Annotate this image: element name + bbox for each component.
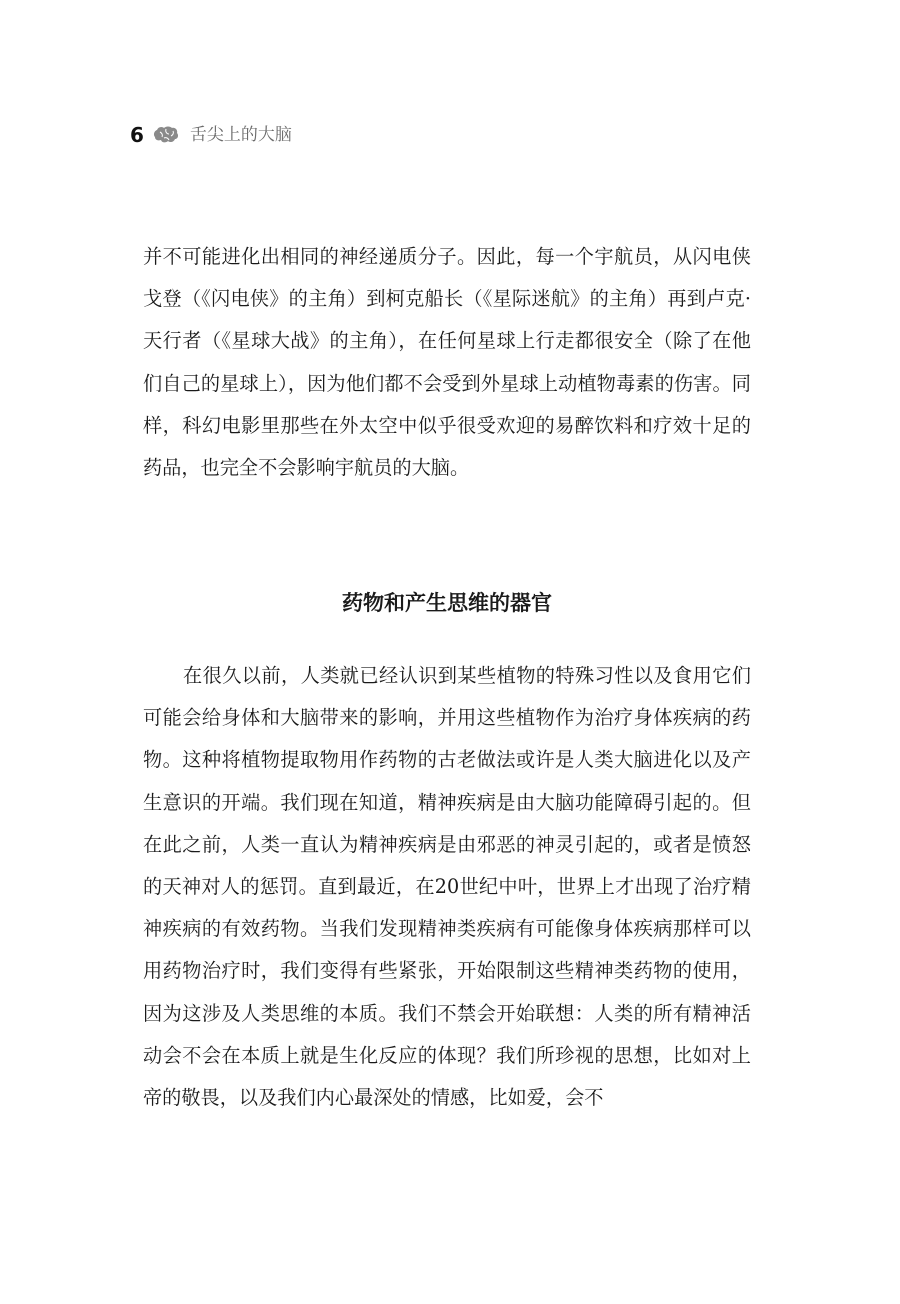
book-title: 舌尖上的大脑	[189, 125, 292, 145]
page-number: 6	[130, 123, 144, 147]
brain-icon	[152, 125, 180, 145]
paragraph-1: 并不可能进化出相同的神经递质分子。因此，每一个宇航员，从闪电侠戈登（《闪电侠》的主角）到柯克船长（《星际迷航》的主角）再到卢克·天行者（《星球大战》的主角），在任何星球上行走都很安全（除了在他们自己的星球上），因为他们都不会受到外星球上动植物毒素的伤害。同样，科幻电影里那些在外太空中似乎很受欢迎的易醉饮料和疗效十足的药品，也完全不会影响宇航员的大脑。	[143, 245, 751, 480]
running-header	[130, 120, 292, 150]
paragraph-2: 在很久以前，人类就已经认识到某些植物的特殊习性以及食用它们可能会给身体和大脑带来的影响，并用这些植物作为治疗身体疾病的药物。这种将植物提取物用作药物的古老做法或许是人类大脑进化以及产生意识的开端。我们现在知道，精神疾病是由大脑功能障碍引起的。但在此之前，人类一直认为精神疾病是由邪恶的神灵引起的，或者是愤怒的天神对人的惩罚。直到最近，在20世纪中叶，世界上才出现了治疗精神疾病的有效药物。当我们发现精神类疾病有可能像身体疾病那样可以用药物治疗时，我们变得有些紧张，开始限制这些精神类药物的使用，因为这涉及人类思维的本质。我们不禁会开始联想：人类的所有精神活动会不会在本质上就是生化反应的体现？我们所珍视的思想，比如对上帝的敬畏，以及我们内心最深处的情感，比如爱，会不	[143, 664, 751, 1110]
section-heading: 药物和产生思维的器官	[342, 591, 552, 615]
